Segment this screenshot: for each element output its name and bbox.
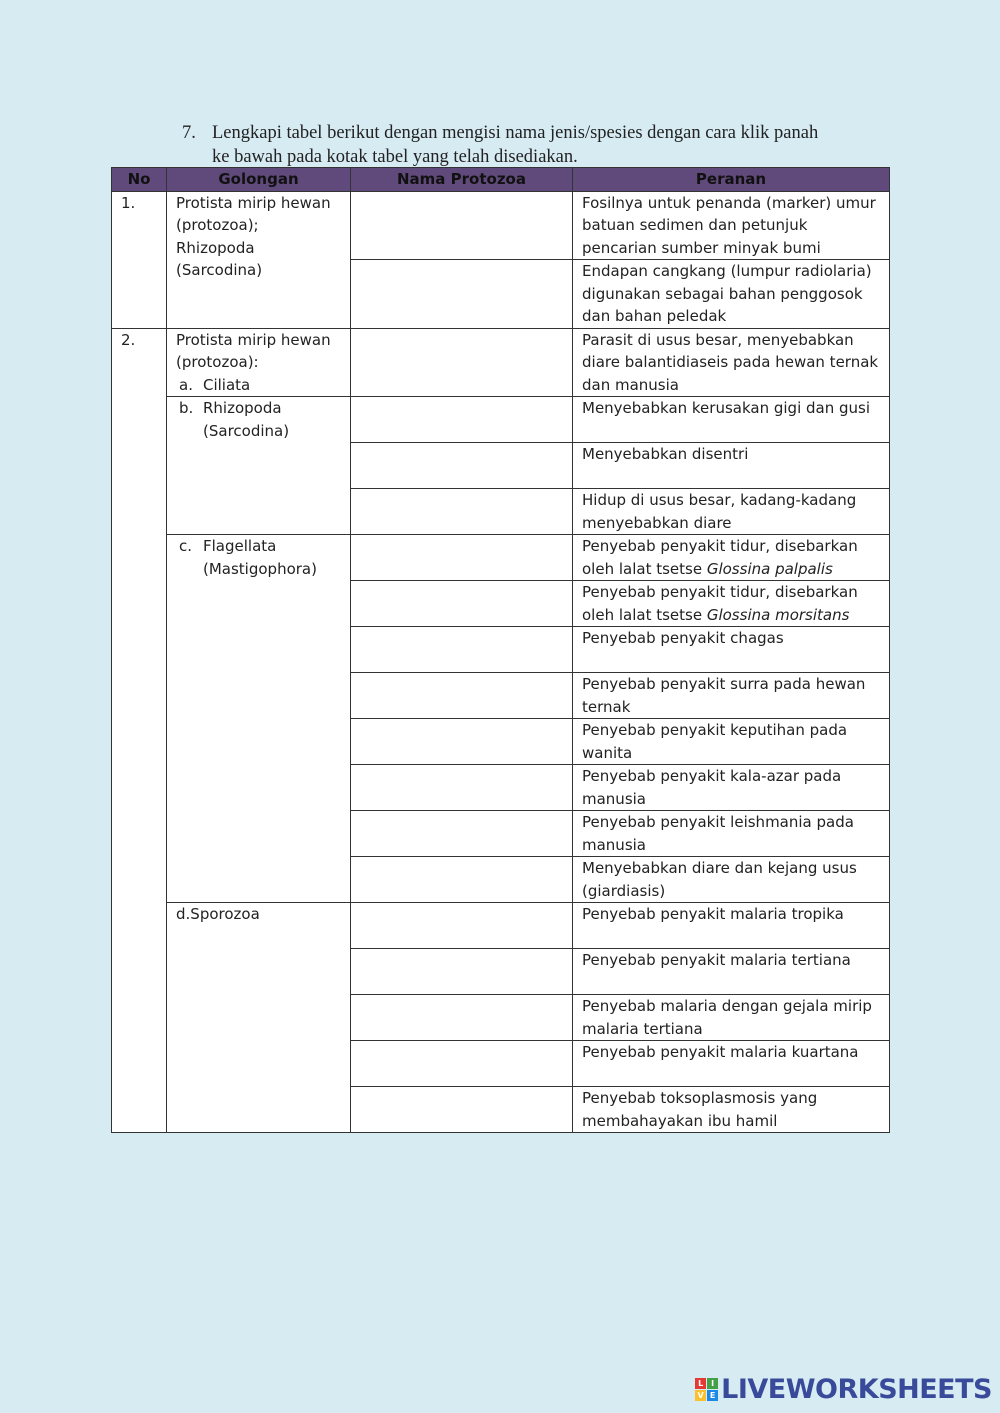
peranan-cell: Fosilnya untuk penanda (marker) umur batuan sedimen dan petunjuk pencarian sumber minyak bumi [573, 191, 890, 260]
answer-dropdown[interactable] [351, 443, 573, 489]
answer-dropdown[interactable] [351, 949, 573, 995]
golongan-cell [167, 535, 351, 903]
header-no: No [112, 168, 167, 192]
golongan-cell [167, 397, 351, 535]
golongan-line: (protozoa); [176, 216, 259, 234]
answer-dropdown[interactable] [351, 903, 573, 949]
header-nama-protozoa: Nama Protozoa [351, 168, 573, 192]
table-row [112, 903, 890, 949]
subgroup-name: Rhizopoda (Sarcodina) [203, 399, 290, 440]
peranan-cell: Penyebab penyakit kala-azar pada manusia [573, 765, 890, 811]
subgroup-letter: b. [179, 399, 194, 417]
golongan-line: Rhizopoda [176, 238, 255, 257]
golongan-line: Protista mirip hewan [176, 193, 331, 212]
protozoa-table [111, 167, 890, 1133]
peranan-cell [573, 535, 890, 581]
peranan-cell [573, 581, 890, 627]
logo-icon [695, 1378, 718, 1401]
logo-letter: E [707, 1390, 718, 1401]
peranan-cell: Menyebabkan disentri [573, 443, 890, 489]
golongan-line: (Sarcodina) [176, 261, 263, 279]
table-row [112, 328, 890, 397]
answer-dropdown[interactable] [351, 765, 573, 811]
row-number: 1. [112, 191, 167, 328]
golongan-cell [167, 191, 351, 328]
species-name: Glossina morsitans [706, 605, 850, 624]
peranan-cell: Penyebab penyakit keputihan pada wanita [573, 719, 890, 765]
logo-letter: L [695, 1378, 706, 1389]
peranan-cell: Endapan cangkang (lumpur radiolaria) digunakan sebagai bahan penggosok dan bahan peledak [573, 260, 890, 329]
question-number: 7. [182, 123, 196, 143]
subgroup-flagellata [176, 535, 341, 580]
answer-dropdown[interactable] [351, 397, 573, 443]
table-header-row [112, 168, 890, 192]
peranan-cell: Penyebab penyakit malaria tertiana [573, 949, 890, 995]
peranan-cell: Penyebab malaria dengan gejala mirip malaria tertiana [573, 995, 890, 1041]
golongan-cell [167, 328, 351, 397]
answer-dropdown[interactable] [351, 673, 573, 719]
subgroup-letter: a. [179, 375, 193, 394]
answer-dropdown[interactable] [351, 857, 573, 903]
question-text [212, 121, 882, 169]
peranan-cell: Menyebabkan kerusakan gigi dan gusi [573, 397, 890, 443]
table-row [112, 397, 890, 443]
liveworksheets-logo[interactable] [695, 1374, 992, 1405]
golongan-cell [167, 903, 351, 1133]
answer-dropdown[interactable] [351, 995, 573, 1041]
subgroup-ciliata [176, 374, 341, 397]
golongan-line: Protista mirip hewan [176, 330, 331, 349]
peranan-cell: Penyebab penyakit leishmania pada manusia [573, 811, 890, 857]
answer-dropdown[interactable] [351, 1041, 573, 1087]
question-line-1: Lengkapi tabel berikut dengan mengisi nama jenis/spesies dengan cara klik panah [212, 123, 819, 143]
table-row [112, 191, 890, 260]
peranan-cell: Penyebab penyakit malaria kuartana [573, 1041, 890, 1087]
question-line-2: ke bawah pada kotak tabel yang telah disediakan. [212, 147, 578, 167]
header-peranan: Peranan [573, 168, 890, 192]
subgroup-name: Sporozoa [190, 905, 260, 923]
answer-dropdown[interactable] [351, 811, 573, 857]
answer-dropdown[interactable] [351, 719, 573, 765]
row-number: 2. [112, 328, 167, 1133]
role-text: Penyebab penyakit tidur, disebarkan oleh lalat tsetse [582, 537, 858, 578]
golongan-line: (protozoa): [176, 353, 259, 371]
peranan-cell: Penyebab penyakit malaria tropika [573, 903, 890, 949]
logo-letter: I [707, 1378, 718, 1389]
subgroup-letter: d. [176, 905, 191, 923]
answer-dropdown[interactable] [351, 581, 573, 627]
role-text: Penyebab penyakit tidur, disebarkan oleh lalat tsetse [582, 583, 858, 624]
answer-dropdown[interactable] [351, 1087, 573, 1133]
logo-text: LIVEWORKSHEETS [721, 1374, 992, 1405]
subgroup-rhizopoda [176, 397, 341, 442]
peranan-cell: Menyebabkan diare dan kejang usus (giardiasis) [573, 857, 890, 903]
peranan-cell: Penyebab toksoplasmosis yang membahayakan ibu hamil [573, 1087, 890, 1133]
answer-dropdown[interactable] [351, 535, 573, 581]
subgroup-letter: c. [179, 537, 193, 555]
subgroup-name: Flagellata (Mastigophora) [203, 537, 317, 578]
header-golongan: Golongan [167, 168, 351, 192]
answer-dropdown[interactable] [351, 328, 573, 397]
table-row [112, 535, 890, 581]
subgroup-sporozoa [176, 903, 341, 926]
logo-letter: V [695, 1390, 706, 1401]
peranan-cell: Parasit di usus besar, menyebabkan diare balantidiaseis pada hewan ternak dan manusia [573, 328, 890, 397]
answer-dropdown[interactable] [351, 260, 573, 329]
peranan-cell: Hidup di usus besar, kadang-kadang menyebabkan diare [573, 489, 890, 535]
answer-dropdown[interactable] [351, 489, 573, 535]
species-name: Glossina palpalis [706, 559, 833, 578]
subgroup-name: Ciliata [203, 375, 251, 394]
peranan-cell: Penyebab penyakit chagas [573, 627, 890, 673]
answer-dropdown[interactable] [351, 627, 573, 673]
peranan-cell: Penyebab penyakit surra pada hewan ternak [573, 673, 890, 719]
answer-dropdown[interactable] [351, 191, 573, 260]
